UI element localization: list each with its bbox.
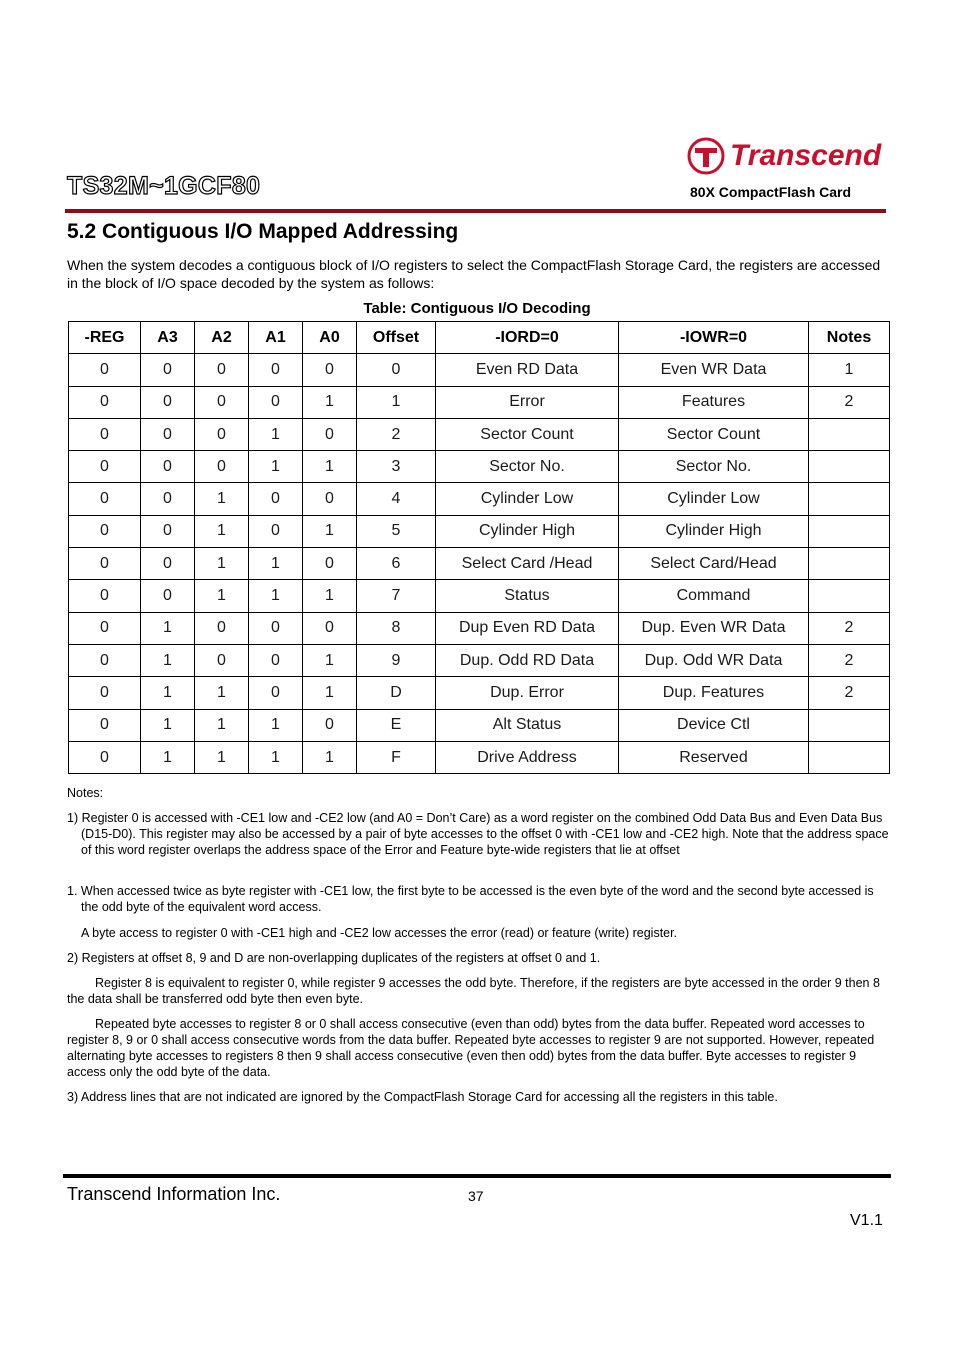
table-cell: 1 — [141, 612, 195, 644]
table-cell: 1 — [809, 354, 890, 386]
footer-divider — [63, 1174, 891, 1178]
table-cell: Dup. Error — [436, 677, 619, 709]
table-cell: Reserved — [619, 741, 809, 773]
table-cell: 0 — [141, 548, 195, 580]
table-cell: 1 — [249, 418, 303, 450]
table-cell: Dup Even RD Data — [436, 612, 619, 644]
table-cell: 1 — [249, 580, 303, 612]
table-cell: 1 — [195, 741, 249, 773]
product-title: TS32M~1GCF80 — [67, 172, 261, 200]
table-cell: 0 — [141, 483, 195, 515]
table-cell: 0 — [141, 418, 195, 450]
table-header-cell: -IORD=0 — [436, 322, 619, 354]
table-cell: 1 — [303, 677, 357, 709]
table-cell: 0 — [357, 354, 436, 386]
table-cell: 2 — [357, 418, 436, 450]
table-cell: 0 — [249, 677, 303, 709]
table-cell: 0 — [69, 677, 141, 709]
table-cell: 0 — [141, 354, 195, 386]
table-row — [69, 386, 890, 418]
table-cell: Even RD Data — [436, 354, 619, 386]
note-1: 1) Register 0 is accessed with -CE1 low and -CE2 low (and A0 = Don’t Care) as a word register on the combined Odd Data Bus and Even Data Bus (D15-D0). This register may also be accessed by a pair of byte accesses to the offset 0 with -CE1 low and -CE2 high. Note that the address space of this word register overlaps the address space of the Error and Feature byte-wide registers that lie at offset — [67, 811, 889, 857]
table-cell: 0 — [69, 515, 141, 547]
table-cell: 0 — [303, 709, 357, 741]
table-cell: 0 — [69, 418, 141, 450]
table-row — [69, 677, 890, 709]
table-cell: Sector Count — [436, 418, 619, 450]
table-cell: 2 — [809, 644, 890, 676]
table-cell: 1 — [195, 515, 249, 547]
table-row — [69, 354, 890, 386]
table-row — [69, 548, 890, 580]
io-decoding-table — [68, 321, 890, 774]
table-cell: 0 — [303, 354, 357, 386]
note-2-repeated-access: Repeated byte accesses to register 8 or 0 shall access consecutive (even than odd) bytes from the data buffer. Repeated word accesses to register 8, 9 or 0 shall access consecutive words from the data buffer. Repeated byte accesses to register 9 are not supported. However, repeated alternating byte accesses to registers 8 then 9 shall access consecutive (even then odd) bytes from the data buffer. Byte accesses to register 9 access only the odd byte of the data. — [67, 1017, 875, 1079]
table-cell: Dup. Odd RD Data — [436, 644, 619, 676]
table-cell: 1 — [303, 451, 357, 483]
table-cell — [809, 709, 890, 741]
table-cell — [809, 515, 890, 547]
table-cell: 1 — [303, 741, 357, 773]
table-cell: 2 — [809, 386, 890, 418]
table-cell: 1 — [141, 677, 195, 709]
table-cell: 1 — [249, 548, 303, 580]
table-cell: 0 — [69, 580, 141, 612]
table-cell: 1 — [195, 483, 249, 515]
document-version: V1.1 — [850, 1212, 883, 1229]
table-header-cell: Notes — [809, 322, 890, 354]
table-cell: 0 — [69, 386, 141, 418]
table-cell: 1 — [249, 451, 303, 483]
table-cell: 1 — [195, 709, 249, 741]
logo-wordmark: Transcend — [730, 139, 882, 172]
table-cell: 5 — [357, 515, 436, 547]
table-cell: 0 — [195, 644, 249, 676]
table-cell: 0 — [69, 354, 141, 386]
note-1-byte-access: A byte access to register 0 with -CE1 high and -CE2 low accesses the error (read) or feature (write) register. — [81, 926, 678, 940]
table-header-cell: A3 — [141, 322, 195, 354]
table-row — [69, 741, 890, 773]
table-cell: 6 — [357, 548, 436, 580]
table-cell: 1 — [141, 741, 195, 773]
note-2: 2) Registers at offset 8, 9 and D are non-overlapping duplicates of the registers at offset 0 and 1. — [67, 951, 601, 965]
table-cell: 0 — [141, 515, 195, 547]
table-cell: 0 — [69, 483, 141, 515]
table-cell: Cylinder High — [619, 515, 809, 547]
table-row — [69, 580, 890, 612]
table-cell: Command — [619, 580, 809, 612]
table-cell: 0 — [69, 612, 141, 644]
table-cell: 0 — [195, 386, 249, 418]
table-row — [69, 612, 890, 644]
table-cell: 1 — [195, 548, 249, 580]
table-cell: 1 — [303, 515, 357, 547]
table-cell: 0 — [69, 709, 141, 741]
table-cell: 9 — [357, 644, 436, 676]
product-subtitle: 80X CompactFlash Card — [690, 184, 852, 200]
table-cell: 2 — [809, 612, 890, 644]
table-cell — [809, 483, 890, 515]
table-cell: Sector Count — [619, 418, 809, 450]
table-cell — [809, 741, 890, 773]
table-cell — [809, 451, 890, 483]
table-cell — [809, 418, 890, 450]
table-cell: 4 — [357, 483, 436, 515]
note-3: 3) Address lines that are not indicated are ignored by the CompactFlash Storage Card for accessing all the registers in this table. — [67, 1090, 778, 1104]
table-cell: 0 — [249, 354, 303, 386]
table-header-cell: A2 — [195, 322, 249, 354]
table-cell: 1 — [357, 386, 436, 418]
table-header-cell: -IOWR=0 — [619, 322, 809, 354]
table-cell: Even WR Data — [619, 354, 809, 386]
table-cell: 0 — [249, 644, 303, 676]
table-cell: 0 — [303, 548, 357, 580]
table-cell: Dup. Features — [619, 677, 809, 709]
footer-company: Transcend Information Inc. — [67, 1184, 281, 1204]
transcend-logo — [686, 134, 886, 178]
table-cell: 0 — [249, 386, 303, 418]
table-cell: Select Card/Head — [619, 548, 809, 580]
table-cell: 1 — [141, 644, 195, 676]
table-cell: Drive Address — [436, 741, 619, 773]
table-cell: 2 — [809, 677, 890, 709]
table-cell: Cylinder Low — [619, 483, 809, 515]
table-row — [69, 418, 890, 450]
table-cell: 0 — [141, 451, 195, 483]
table-cell: 0 — [141, 580, 195, 612]
table-cell: Error — [436, 386, 619, 418]
table-cell — [809, 580, 890, 612]
table-cell: 1 — [249, 741, 303, 773]
notes-label: Notes: — [67, 786, 104, 800]
note-1-continued: 1. When accessed twice as byte register with -CE1 low, the first byte to be accessed is the even byte of the word and the second byte accessed is the odd byte of the equivalent word access. — [67, 884, 874, 914]
table-cell: 1 — [303, 386, 357, 418]
table-cell: E — [357, 709, 436, 741]
table-cell: Dup. Even WR Data — [619, 612, 809, 644]
table-cell: Status — [436, 580, 619, 612]
table-cell: Sector No. — [619, 451, 809, 483]
table-header-cell: Offset — [357, 322, 436, 354]
table-header-cell: A1 — [249, 322, 303, 354]
table-cell: Device Ctl — [619, 709, 809, 741]
table-cell: 8 — [357, 612, 436, 644]
table-cell: Cylinder High — [436, 515, 619, 547]
table-row — [69, 644, 890, 676]
table-cell: 1 — [195, 677, 249, 709]
table-header-cell: -REG — [69, 322, 141, 354]
table-cell: 0 — [195, 418, 249, 450]
table-cell: 0 — [69, 741, 141, 773]
table-cell: Alt Status — [436, 709, 619, 741]
intro-paragraph: When the system decodes a contiguous block of I/O registers to select the CompactFlash Storage Card, the registers are accessed in the block of I/O space decoded by the system as follows: — [67, 257, 881, 291]
table-row — [69, 709, 890, 741]
table-cell: Dup. Odd WR Data — [619, 644, 809, 676]
table-cell: Sector No. — [436, 451, 619, 483]
table-cell: Cylinder Low — [436, 483, 619, 515]
table-cell: 0 — [303, 483, 357, 515]
table-cell: D — [357, 677, 436, 709]
table-cell: F — [357, 741, 436, 773]
table-cell: 0 — [141, 386, 195, 418]
table-header-cell: A0 — [303, 322, 357, 354]
note-2-register-8: Register 8 is equivalent to register 0, while register 9 accesses the odd byte. Therefore, if the registers are byte accessed in the order 9 then 8 the data shall be transferred odd byte then even byte. — [67, 976, 880, 1006]
table-cell: 1 — [249, 709, 303, 741]
table-cell: 0 — [249, 612, 303, 644]
section-title: 5.2 Contiguous I/O Mapped Addressing — [67, 220, 459, 243]
table-cell: 0 — [195, 451, 249, 483]
table-row — [69, 515, 890, 547]
table-cell: 0 — [69, 451, 141, 483]
table-cell: 1 — [195, 580, 249, 612]
table-cell: 0 — [303, 612, 357, 644]
table-cell: 1 — [141, 709, 195, 741]
table-cell: 0 — [195, 354, 249, 386]
table-cell: 1 — [303, 580, 357, 612]
table-cell: 7 — [357, 580, 436, 612]
page-number: 37 — [468, 1188, 484, 1204]
table-caption: Table: Contiguous I/O Decoding — [363, 300, 591, 317]
table-cell: 0 — [195, 612, 249, 644]
table-cell: 1 — [303, 644, 357, 676]
table-row — [69, 483, 890, 515]
table-cell: 0 — [69, 644, 141, 676]
table-cell: 0 — [249, 483, 303, 515]
header-divider — [65, 209, 886, 213]
table-cell: 0 — [303, 418, 357, 450]
table-cell: 0 — [249, 515, 303, 547]
table-cell: 0 — [69, 548, 141, 580]
table-cell: 3 — [357, 451, 436, 483]
table-cell — [809, 548, 890, 580]
table-row — [69, 451, 890, 483]
table-cell: Features — [619, 386, 809, 418]
table-header-row — [69, 322, 890, 354]
table-cell: Select Card /Head — [436, 548, 619, 580]
